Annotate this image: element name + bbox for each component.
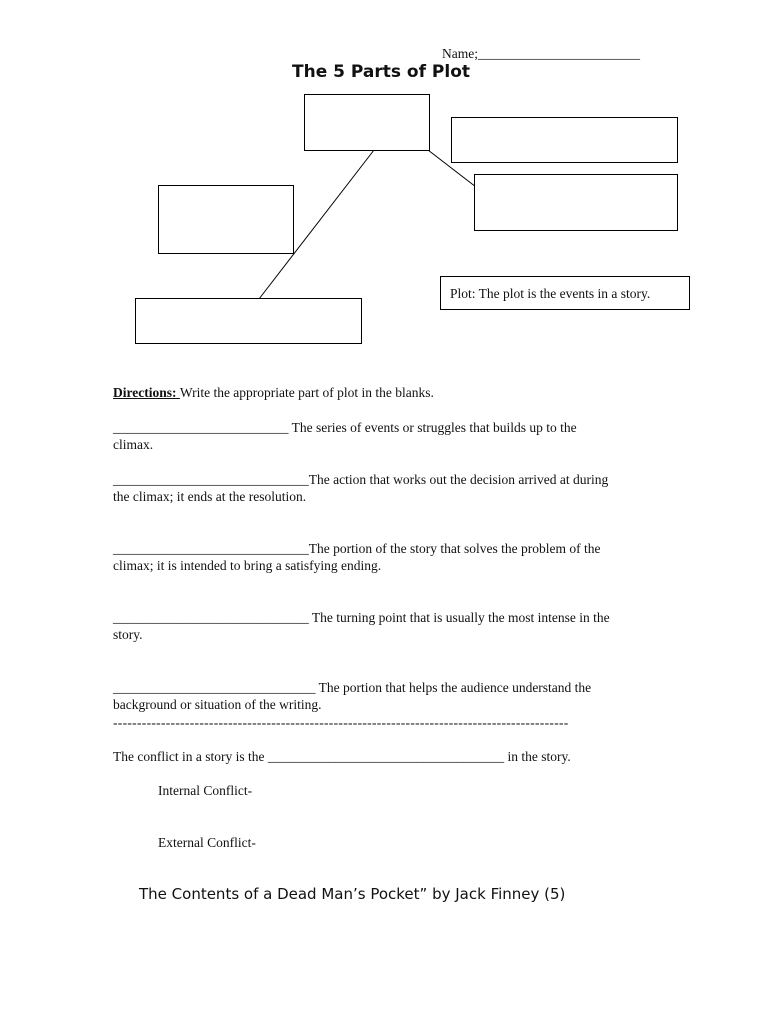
plot-definition-box	[440, 276, 690, 310]
list-item[interactable]: __________________________ The series of events or struggles that builds up to the climax.	[113, 420, 577, 452]
list-item[interactable]: _____________________________The portion of the story that solves the problem of the climax; it is intended to bring a satisfying ending.	[113, 541, 601, 573]
plot-definition-text: Plot: The plot is the events in a story.	[450, 286, 651, 301]
exposition-box[interactable]	[135, 298, 362, 344]
list-item[interactable]: ______________________________ The portion that helps the audience understand the background or situation of the writing.	[113, 680, 592, 712]
directions-text: Write the appropriate part of plot in the blanks.	[179, 385, 434, 400]
external-conflict-label: External Conflict-	[158, 835, 256, 850]
internal-conflict-label: Internal Conflict-	[158, 783, 253, 798]
name-field-label: Name;________________________	[442, 46, 640, 61]
dashed-separator: -----------------------------------------------------------------------------------------------	[113, 715, 569, 730]
resolution-box[interactable]	[474, 174, 678, 231]
rising-action-box[interactable]	[158, 185, 294, 254]
conflict-sentence[interactable]: The conflict in a story is the ___________________________________ in the story.	[113, 749, 571, 764]
climax-box[interactable]	[304, 94, 430, 151]
list-item[interactable]: _____________________________The action that works out the decision arrived at during the climax; it ends at the resolution.	[113, 472, 609, 504]
directions	[113, 384, 434, 401]
list-item[interactable]: _____________________________ The turning point that is usually the most intense in the story.	[113, 610, 610, 642]
page-title: The 5 Parts of Plot	[292, 62, 471, 82]
falling-action-box[interactable]	[451, 117, 678, 163]
story-title: The Contents of a Dead Man’s Pocket” by Jack Finney (5)	[139, 885, 566, 903]
directions-label: Directions:	[113, 385, 180, 400]
